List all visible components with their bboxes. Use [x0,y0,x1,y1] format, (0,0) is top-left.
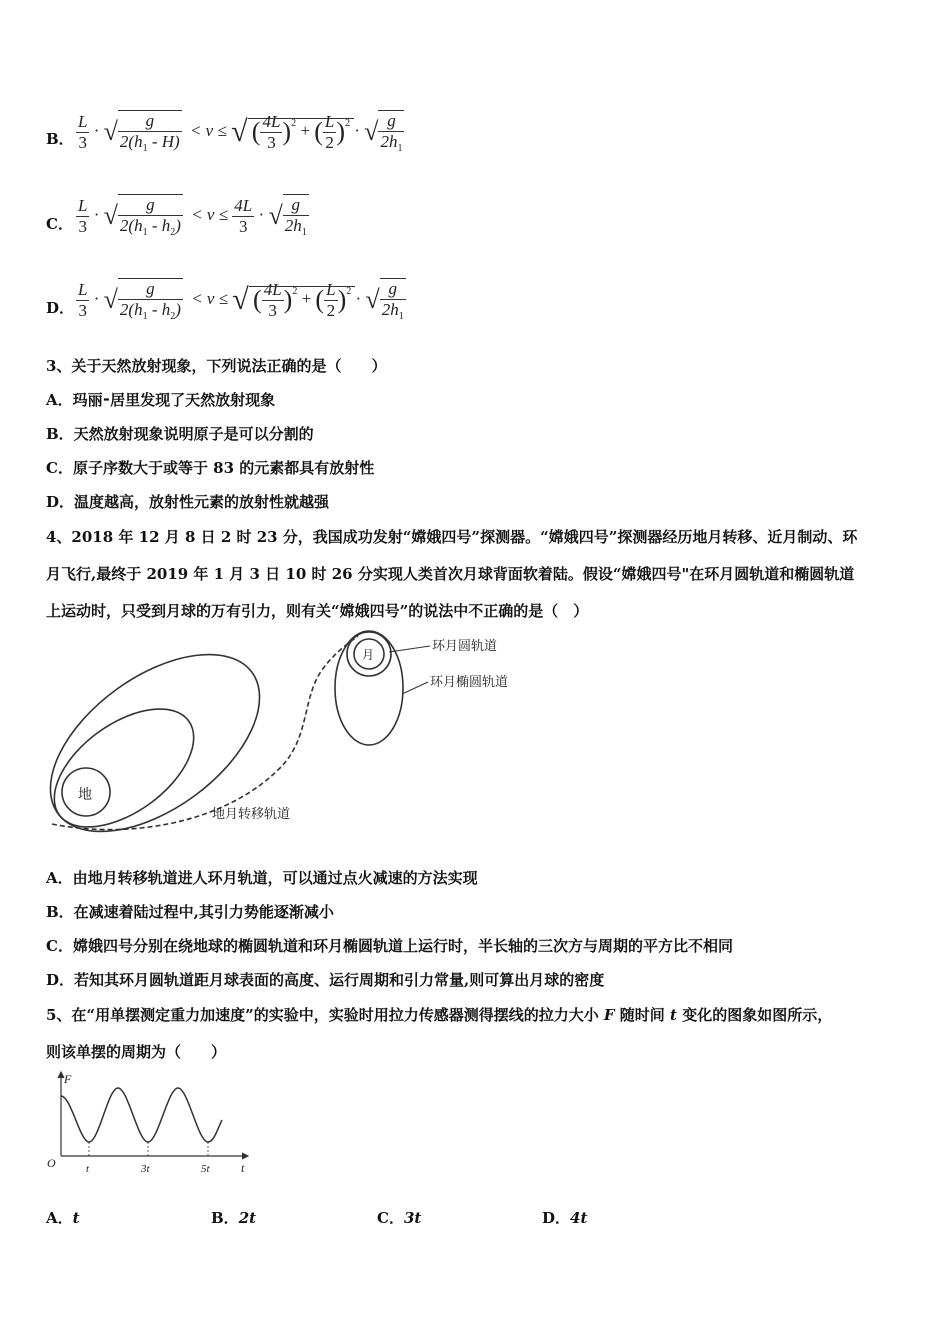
elliptical-orbit-label: 环月椭圆轨道 [430,675,509,690]
formula-c: $\frac{L}{3}$ · √ $\frac{g}{2(h_1 - h_2)}$ < v ≤ $\frac{4L}{3}$ · √ $\frac{g}{2h_1}$ [78,195,307,238]
tick-label: 5t [201,1163,210,1175]
fraction: $\frac{L}{3}$ [78,111,88,152]
earth-inner-orbit [40,685,215,838]
origin-label: O [47,1156,56,1170]
q3-option-a: A．玛丽⁃居里发现了天然放射现象 [46,391,276,409]
q4-option-b: B．在减速着陆过程中,其引力势能逐渐减小 [46,903,334,921]
earth-label: 地 [78,787,92,803]
tick-label: t [86,1163,90,1175]
moon-label: 月 [362,648,375,662]
q5-stem-line-1: 5、在“用单摆测定重力加速度”的实验中，实验时用拉力传感器测得摆线的拉力大小 F 随时间 t 变化的图象如图所示， [46,1006,833,1024]
sqrt-fraction: $\frac{g}{2(h_1 - H)}$ [119,111,180,154]
q5-stem-line-2: 则该单摆的周期为（ ） [46,1043,227,1061]
q4-option-d: D．若知其环月圆轨道距月球表面的高度、运行周期和引力常量,则可算出月球的密度 [46,971,605,989]
q5-answer-a: A．t [46,1209,80,1227]
leader-line [389,646,430,652]
q3-option-b: B．天然放射现象说明原子是可以分割的 [46,425,314,443]
q4-option-a: A．由地月转移轨道进人环月轨道，可以通过点火减速的方法实现 [46,869,478,887]
q5-answer-b: B．2t [211,1209,257,1227]
option-label: B． [46,130,74,148]
q3-stem: 3、关于天然放射现象，下列说法正确的是（ ） [46,357,387,375]
option-label: C． [46,215,73,233]
leader-line [402,682,428,694]
option-label: D． [46,299,75,317]
circular-orbit-label: 环月圆轨道 [432,639,498,654]
q4-stem-line-1: 4、2018 年 12 月 8 日 2 时 23 分，我国成功发射“嫦娥四号”探测器。“嫦娥四号”探测器经历地月转移、近月制动、环 [46,528,858,546]
formula-d: $\frac{L}{3}$ · √ $\frac{g}{2(h_1 - h_2)}$ < v ≤ √ ( $\frac{4L}{3}$ )$^2$ + ( $\frac{L}{2}$ )$^2$ · √ $\frac{g}{2h_1}$ [78,279,404,322]
tick-label: 3t [141,1163,150,1175]
formula-b: $\frac{L}{3}$ · √ $\frac{g}{2(h_1 - H)}$ < v ≤ √ ( $\frac{4L}{3}$ )$^2$ + ( $\frac{L}{2}$ )$^2$ · √ $\frac{g}{2h_1}$ [78,111,403,154]
force-time-graph [44,1068,254,1178]
q3-option-d: D．温度越高，放射性元素的放射性就越强 [46,493,330,511]
force-curve [61,1088,222,1142]
q4-option-c: C．嫦娥四号分别在绕地球的椭圆轨道和环月椭圆轨道上运行时，半长轴的三次方与周期的平方比不相同 [46,937,733,955]
q5-answer-c: C．3t [377,1209,422,1227]
transfer-orbit-label: 地月转移轨道 [212,807,291,822]
orbit-figure [40,628,560,838]
q3-option-c: C．原子序数大于或等于 83 的元素都具有放射性 [46,459,375,477]
x-axis-label: t [241,1161,245,1175]
y-axis-label: F [64,1072,72,1086]
q4-stem-line-2: 月飞行,最终于 2019 年 1 月 3 日 10 时 26 分实现人类首次月球背面软着陆。假设“嫦娥四号"在环月圆轨道和椭圆轨道 [46,565,855,583]
q5-answer-d: D．4t [542,1209,588,1227]
q4-stem-line-3: 上运动时，只受到月球的万有引力，则有关“嫦娥四号”的说法中不正确的是（ ） [46,602,589,620]
